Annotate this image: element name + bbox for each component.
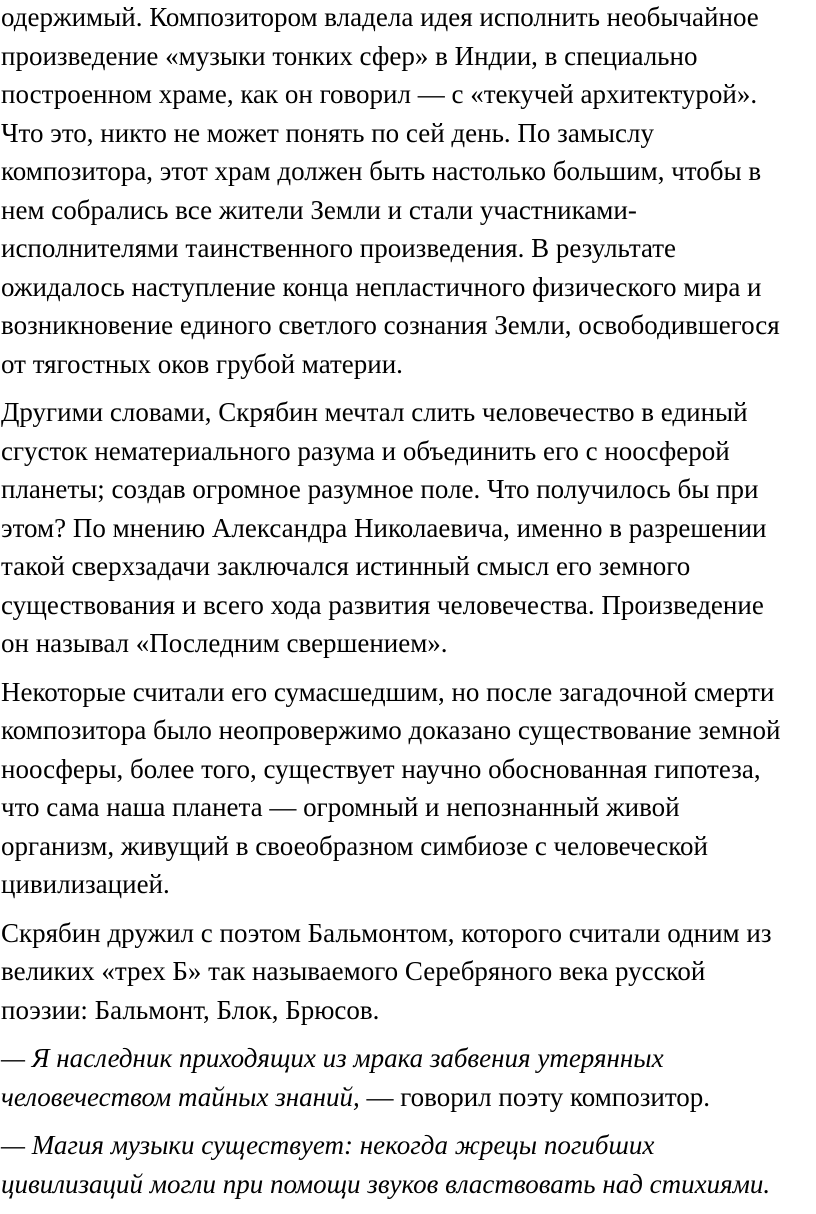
document-page [1, 0, 813, 1213]
paragraph [1, 673, 813, 904]
quote-line: цивилизаций могли при помощи звуков властвовать над стихиями. [1, 1168, 771, 1199]
text-line: поэзии: Бальмонт, Блок, Брюсов. [1, 994, 380, 1025]
text-line: исполнителями таинственного произведения. В результате [1, 233, 677, 263]
text-line: такой сверхзадачи заключался истинный смысл его земного [1, 551, 691, 581]
paragraph [1, 0, 813, 383]
text-line: нем собрались все жители Земли и стали участниками- [1, 194, 637, 225]
quote-line: — Я наследник приходящих из мрака забвения утерянных [1, 1043, 664, 1073]
quote-italic-text: человечеством тайных знаний, [1, 1081, 360, 1112]
text-line: великих «трех Б» так называемого Серебряного века русской [1, 956, 706, 986]
text-line: возникновение единого светлого сознания Земли, освободившегося [1, 310, 780, 340]
text-line: что сама наша планета — огромный и непознанный живой [1, 792, 680, 822]
text-line: Другими словами, Скрябин мечтал слить человечество в единый [1, 397, 748, 427]
text-line: композитора, этот храм должен быть настолько большим, чтобы в [1, 156, 762, 186]
text-line: от тягостных оков грубой материи. [1, 348, 403, 379]
text-line: он называл «Последним свершением». [1, 628, 448, 658]
text-line: сгусток нематериального разума и объединить его с ноосферой [1, 435, 730, 466]
text-line: ноосферы, более того, существует научно обоснованная гипотеза, [1, 753, 761, 784]
text-line: планеты; создав огромное разумное поле. Что получилось бы при [1, 474, 759, 504]
paragraph [1, 393, 813, 663]
text-line: Некоторые считали его сумасшедшим, но после загадочной смерти [1, 676, 775, 707]
text-line: композитора было неопровержимо доказано существование земной [1, 715, 781, 745]
text-line: произведение «музыки тонких сфер» в Индии, в специально [1, 40, 698, 71]
text-line: ожидалось наступление конца непластичного физического мира и [1, 271, 762, 302]
quote-attribution: — говорил поэту композитор. [359, 1081, 711, 1112]
quote-paragraph [1, 1126, 813, 1203]
text-line: организм, живущий в своеобразном симбиозе с человеческой [1, 830, 708, 861]
quote-paragraph [1, 1039, 813, 1116]
text-line: построенном храме, как он говорил — с «текучей архитектурой». [1, 79, 758, 109]
text-line: этом? По мнению Александра Николаевича, именно в разрешении [1, 512, 767, 543]
quote-line [1, 1078, 813, 1117]
paragraph [1, 914, 813, 1030]
text-line: Что это, никто не может понять по сей день. По замыслу [1, 117, 654, 148]
text-line: одержимый. Композитором владела идея исполнить необычайное [1, 2, 759, 32]
text-line: Скрябин дружил с поэтом Бальмонтом, которого считали одним из [1, 917, 772, 948]
quote-line: — Магия музыки существует: некогда жрецы погибших [1, 1130, 655, 1160]
text-line: существования и всего хода развития человечества. Произведение [1, 589, 764, 620]
text-line: цивилизацией. [1, 869, 170, 899]
